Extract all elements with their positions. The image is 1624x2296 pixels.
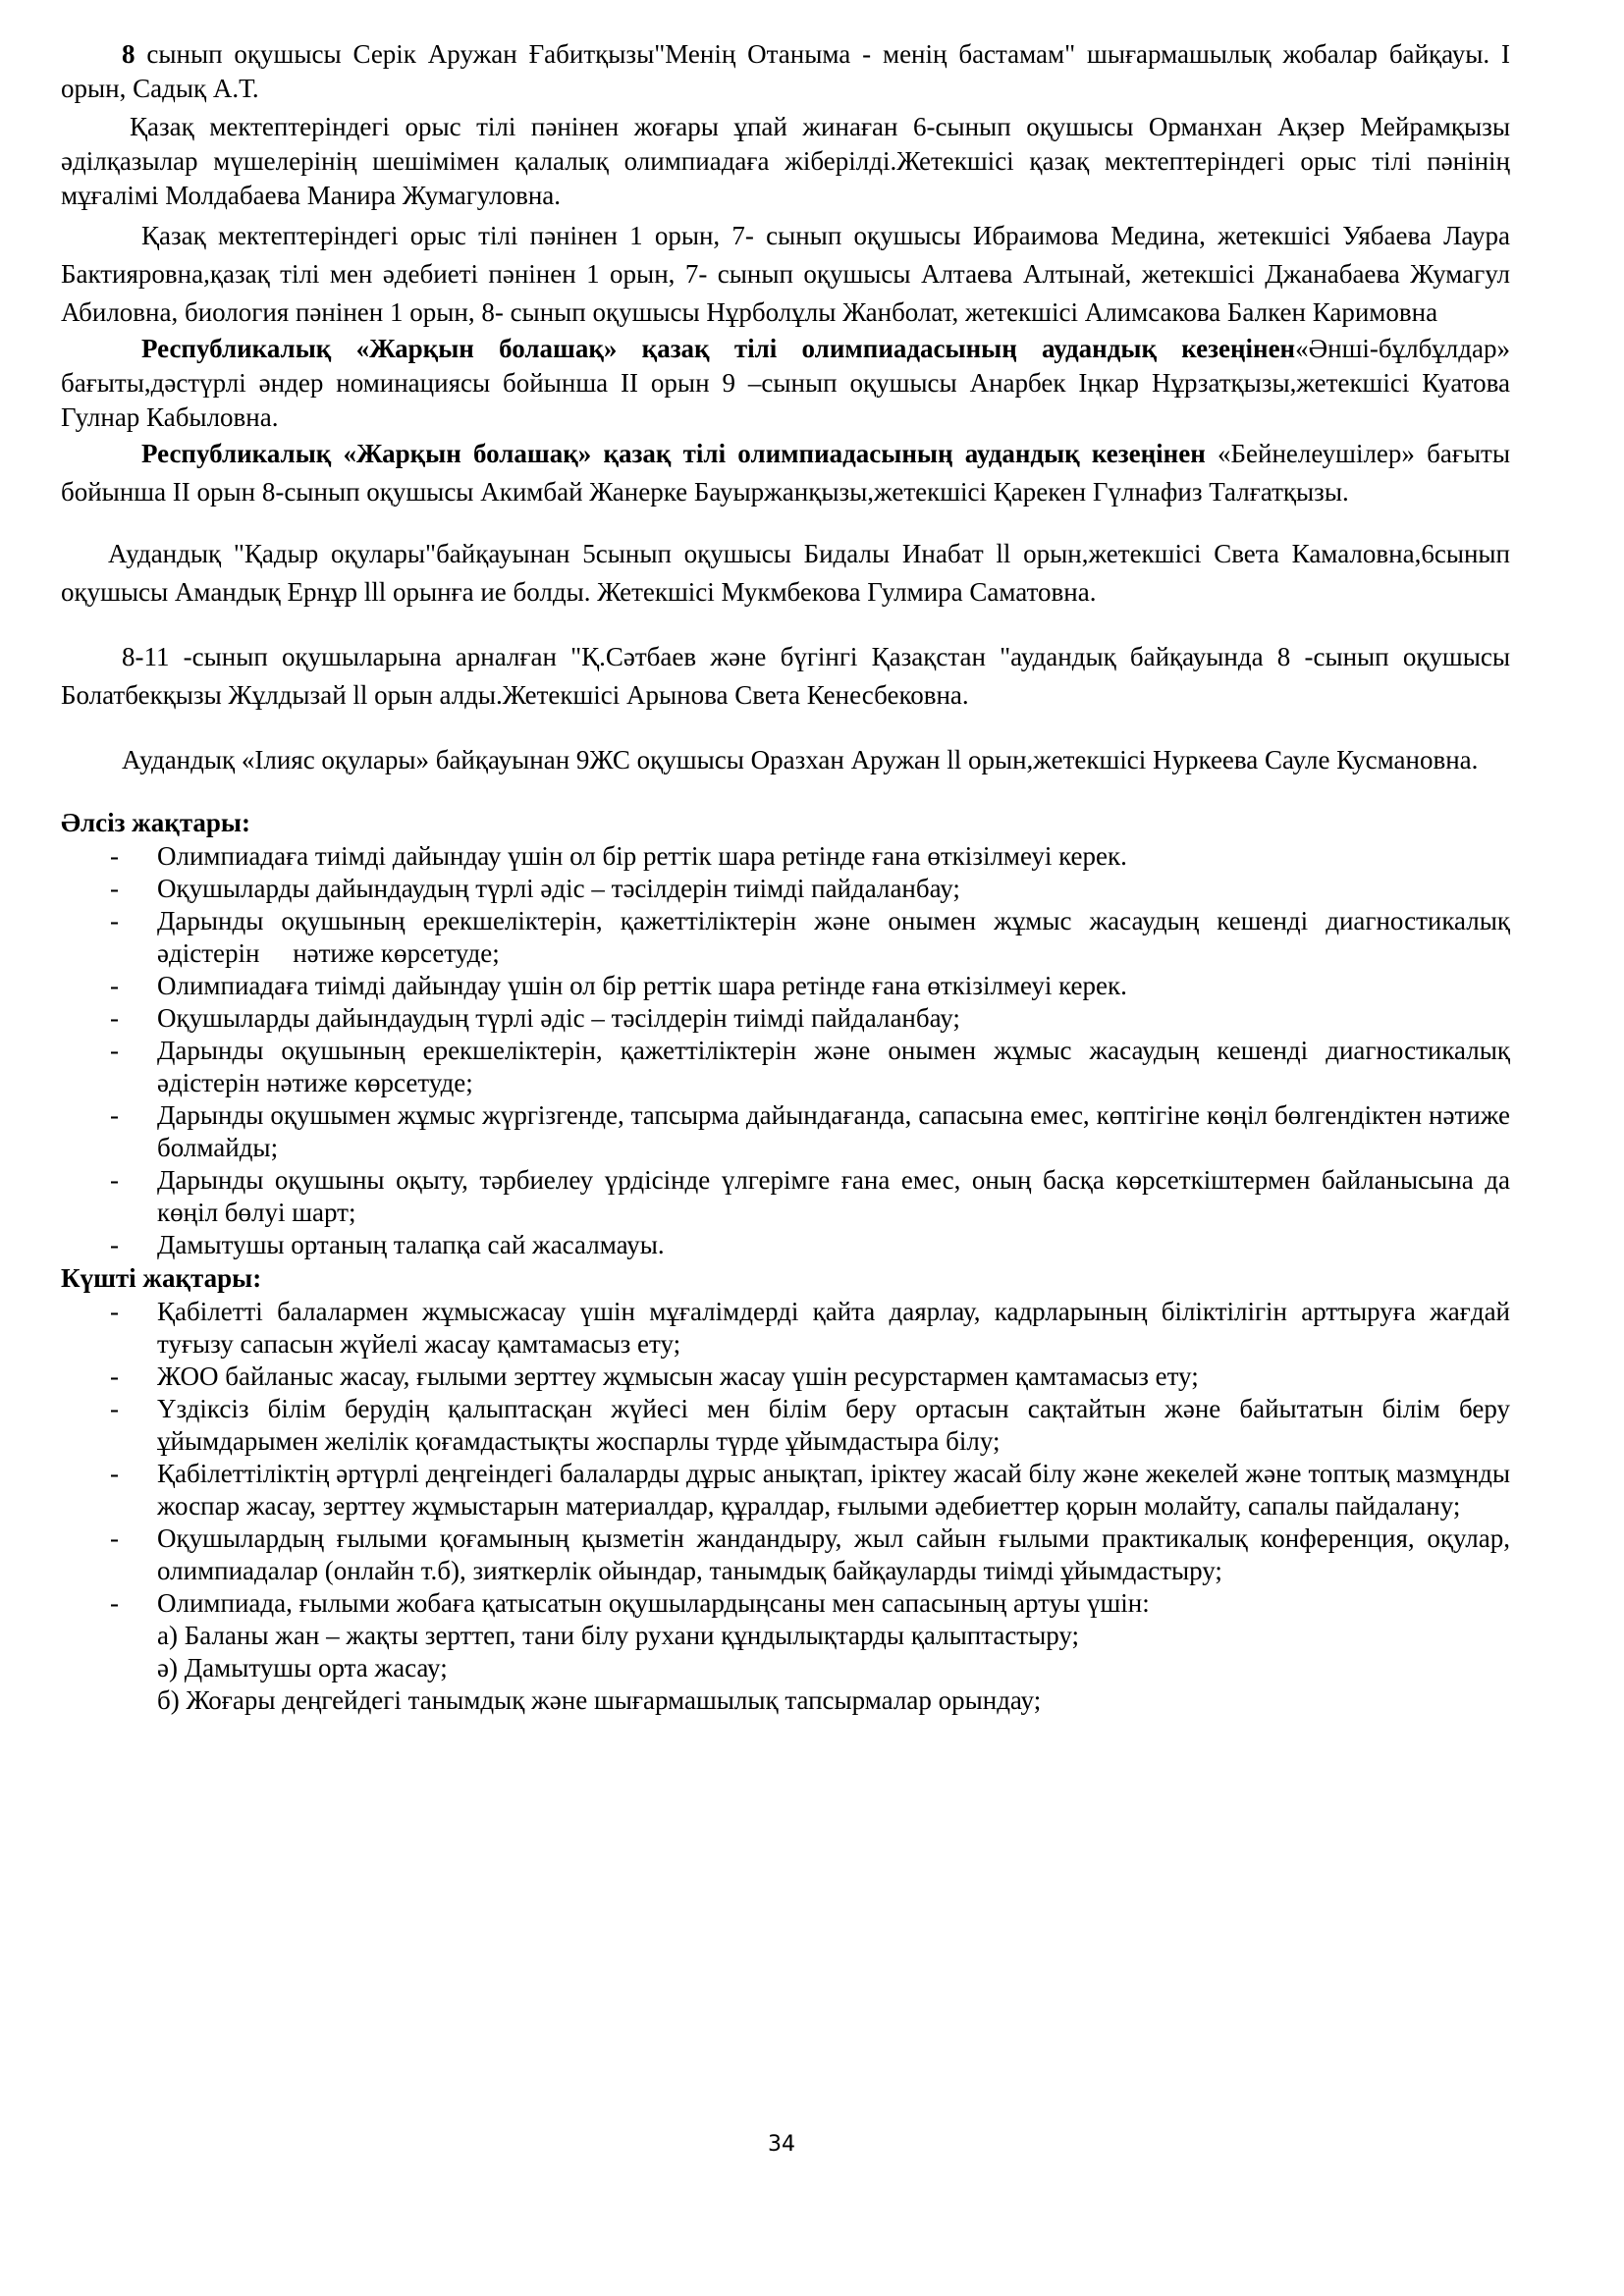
dash-bullet-icon: - [110,841,119,871]
list-item: - Оқушыларды дайындаудың түрлі әдіс – тәсілдерін тиімді пайдаланбау; [110,1003,960,1033]
strengths-section [61,1261,1510,1717]
list-item: - Оқушыларды дайындаудың түрлі әдіс – тәсілдерін тиімді пайдаланбау; [110,874,960,903]
paragraph-text: «Бейнелеушілер» бағыты бойынша ІІ орын 8-сынып оқушысы Акимбай Жанерке Бауыржанқызы,жетекшісі Қарекен Гүлнафиз Талғатқызы. [61,439,1511,507]
paragraph-russian-olympiad: Қазақ мектептеріндегі орыс тілі пәнінен жоғары ұпай жинаған 6-сынып оқушысы Орманхан Ақзер Мейрамқызы әділқазылар мүшелерінің шешімімен қалалық олимпиадаға жіберілді.Жетекшісі қазақ мектептеріндегі орыс тілі пәнінің мұғалімі Молдабаева Манира Жумагуловна. [61,112,1510,210]
sub-item-a: а) Баланы жан – жақты зерттеп, тани білу рухани құндылықтарды қалыптастыру; [157,1621,1080,1650]
dash-bullet-icon: - [110,971,119,1000]
list-item: - Дарынды оқушының ерекшеліктерін, қажеттіліктерін және онымен жұмыс жасаудың кешенді диагностикалық әдістерін нәтиже көрсетуде; [110,906,1517,968]
list-item: - Дарынды оқушыны оқыту, тәрбиелеу үрдісінде үлгерімге ғана емес, оның басқа көрсеткіштермен байланысына да көңіл бөлуі шарт; [110,1165,1510,1227]
dash-bullet-icon: - [110,1165,119,1195]
dash-bullet-icon: - [110,1523,119,1553]
sub-item-ae: ә) Дамытушы орта жасау; [157,1653,448,1682]
list-item: - Дарынды оқушының ерекшеліктерін, қажеттіліктерін және онымен жұмыс жасаудың кешенді диагностикалық әдістерін нәтиже көрсетуде; [110,1036,1510,1097]
paragraph-text: «Әнші-бұлбұлдар» бағыты,дәстүрлі әндер номинациясы бойынша ІІ орын 9 –сынып оқушысы Анарбек Іңкар Нұрзатқызы,жетекшісі Куатова Гулнар Кабыловна. [61,334,1510,432]
weaknesses-heading: Әлсіз жақтары: [61,808,250,837]
dash-bullet-icon: - [110,1100,119,1130]
list-item: - Оқушылардың ғылыми қоғамының қызметін жандандыру, жыл сайын ғылыми практикалық конференция, оқулар, олимпиадалар (онлайн т.б), зияткерлік ойындар, танымдық байқауларды тиімді ұйымдастыру; [110,1523,1510,1585]
list-item: - Дамытушы ортаның талапқа сай жасалмауы. [110,1230,665,1259]
list-item: - Дарынды оқушымен жұмыс жүргізгенде, тапсырма дайындағанда, сапасына емес, көптігіне көңіл бөлгендіктен нәтиже болмайды; [110,1100,1510,1162]
dash-bullet-icon: - [110,906,119,935]
paragraph-satbayev-contest: 8-11 -сынып оқушыларына арналған "Қ.Сәтбаев және бүгінгі Қазақстан "аудандық байқауында 8 -сынып оқушысы Болатбекқызы Жұлдызай ll орын алды.Жетекшісі Арынова Света Кенесбековна. [61,642,1510,710]
dash-bullet-icon: - [110,1588,119,1618]
paragraph-zharkyn-bolashak-artists [61,435,1510,511]
strengths-list [61,1296,1510,1620]
dash-bullet-icon: - [110,1036,119,1065]
paragraph-text: сынып оқушысы Серік Аружан Ғабитқызы"Менің Отаныма - менің бастамам" шығармашылық жобалар байқауы. І орын, Садық А.Т. [61,39,1510,103]
strengths-heading: Күшті жақтары: [61,1263,262,1293]
list-item: - Қабілетті балалармен жұмысжасау үшін мұғалімдерді қайта даярлау, кадрларының біліктілігін арттыруға жағдай туғызу сапасын жүйелі жасау қамтамасыз ету; [110,1297,1510,1359]
paragraph-subject-winners: Қазақ мектептеріндегі орыс тілі пәнінен 1 орын, 7- сынып оқушысы Ибраимова Медина, жетекшісі Уябаева Лаура Бактияровна,қазақ тілі мен әдебиеті пәнінен 1 орын, 7- сынып оқушысы Алтаева Алтынай, жетекшісі Джанабаева Жумагул Абиловна, биология пәнінен 1 орын, 8- сынып оқушысы Нұрболұлы Жанболат, жетекшісі Алимсакова Балкен Каримовна [61,221,1510,327]
olympiad-title-bold: Республикалық «Жарқын болашақ» қазақ тілі олимпиадасының аудандық кезеңінен [141,334,1296,363]
list-item: - ЖОО байланыс жасау, ғылыми зерттеу жұмысын жасау үшін ресурстармен қамтамасыз ету; [110,1362,1199,1391]
weaknesses-section [61,806,1517,1261]
dash-bullet-icon: - [110,1362,119,1391]
dash-bullet-icon: - [110,1394,119,1423]
page-number: 34 [768,2132,795,2157]
list-item: - Қабілеттіліктің әртүрлі деңгеіндегі балаларды дұрыс анықтап, іріктеу жасай білу және жекелей және топтық мазмұнды жоспар жасау, зерттеу жұмыстарын материалдар, құралдар, ғылыми әдебиеттер қорын молайту, сапалы пайдалану; [110,1459,1510,1521]
paragraph-project-contest [61,37,1510,106]
list-item: - Олимпиадаға тиімді дайындау үшін ол бір реттік шара ретінде ғана өткізілмеуі керек. [110,841,1127,871]
sub-item-b: б) Жоғары деңгейдегі танымдық және шығармашылық тапсырмалар орындау; [157,1685,1042,1715]
list-item: - Олимпиадаға тиімді дайындау үшін ол бір реттік шара ретінде ғана өткізілмеуі керек. [110,971,1127,1000]
paragraph-iliyas-readings: Аудандық «Ілияс оқулары» байқауынан 9ЖС оқушысы Оразхан Аружан ll орын,жетекшісі Нуркеева Сауле Кусмановна. [122,745,1479,774]
document-page [61,37,1517,1717]
grade-number: 8 [122,39,135,69]
list-item: - Үздіксіз білім берудің қалыптасқан жүйесі мен білім беру ортасын сақтайтын және байытатын білім беру ұйымдарымен желілік қоғамдастықты жоспарлы түрде ұйымдастыра білу; [110,1394,1510,1456]
weaknesses-list [61,840,1517,1261]
olympiad-title-bold: Республикалық «Жарқын болашақ» қазақ тілі олимпиадасының аудандық кезеңінен [141,439,1206,468]
paragraph-kadyr-readings: Аудандық "Қадыр оқулары"байқауынан 5сынып оқушысы Бидалы Инабат ll орын,жетекшісі Света Камаловна,6сынып оқушысы Амандық Ернұр lll орынға ие болды. Жетекшісі Мукмбекова Гулмира Саматовна. [61,539,1510,607]
dash-bullet-icon: - [110,874,119,903]
dash-bullet-icon: - [110,1230,119,1259]
list-item: - Олимпиада, ғылыми жобаға қатысатын оқушылардыңсаны мен сапасының артуы үшін: [110,1588,1150,1618]
dash-bullet-icon: - [110,1459,119,1488]
paragraph-zharkyn-bolashak-singers [61,332,1510,435]
dash-bullet-icon: - [110,1297,119,1326]
dash-bullet-icon: - [110,1003,119,1033]
